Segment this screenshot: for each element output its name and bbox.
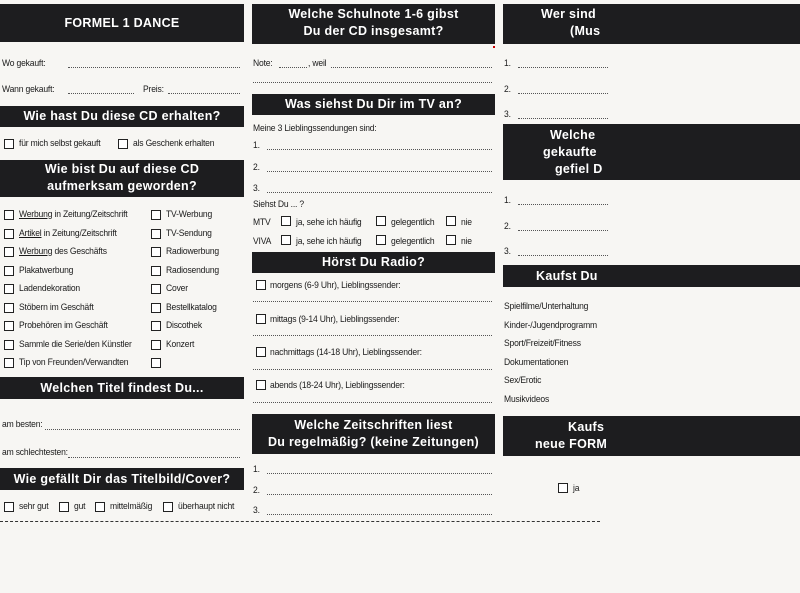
option-label: ja, sehe ich häufig — [296, 236, 362, 247]
source-option-label: Radiosendung — [166, 264, 219, 276]
wo-gekauft-line[interactable] — [68, 67, 240, 68]
header-line: Welche Schulnote 1-6 gibst — [288, 7, 459, 21]
option-label: überhaupt nicht — [178, 501, 235, 512]
tv-line-1[interactable] — [267, 149, 492, 150]
num-label: 1. — [253, 464, 260, 475]
source-option-label — [19, 302, 94, 313]
wo-gekauft-label: Wo gekauft: — [2, 58, 46, 69]
radio-header: Hörst Du Radio? — [252, 252, 495, 273]
lieblings-label: Meine 3 Lieblingssendungen sind: — [253, 123, 377, 134]
source-option-label — [19, 357, 128, 368]
genre-label: Sport/Freizeit/Fitness — [504, 338, 581, 349]
checkbox-source-right[interactable] — [151, 303, 161, 313]
tv-line-3[interactable] — [267, 192, 492, 193]
wer-line-2[interactable] — [518, 93, 608, 94]
checkbox-source-left[interactable] — [4, 340, 14, 350]
num-label: 3. — [253, 505, 260, 516]
header-line: neue FORM — [535, 437, 608, 451]
am-schlechtesten-label: am schlechtesten: — [2, 447, 68, 458]
header-line: Du regelmäßig? (keine Zeitungen) — [267, 435, 479, 449]
siehst-label: Siehst Du ... ? — [253, 199, 305, 210]
checkbox-sehr-gut[interactable] — [4, 502, 14, 512]
radio-option-label: nachmittags (14-18 Uhr), Lieblingssender: — [270, 347, 422, 358]
underlined-word: Werbung — [19, 246, 53, 257]
genre-label: Sex/Erotic — [504, 375, 542, 386]
option-text: des Geschäfts — [52, 246, 107, 257]
radio-line[interactable] — [253, 301, 492, 302]
erhalten-header: Wie hast Du diese CD erhalten? — [0, 106, 244, 127]
header-line: (Mus — [570, 24, 601, 38]
option-text: in Zeitung/Zeitschrift — [41, 227, 117, 239]
tv-header: Was siehst Du Dir im TV an? — [252, 94, 495, 115]
option-label: als Geschenk erhalten — [133, 138, 215, 149]
welche-line-2[interactable] — [518, 230, 608, 231]
num-label: 3. — [504, 246, 511, 257]
option-text: Probehören im Geschäft — [19, 320, 108, 331]
checkbox-nachmittags[interactable] — [256, 347, 266, 357]
checkbox-source-left[interactable] — [4, 358, 14, 368]
option-label: gelegentlich — [391, 236, 435, 247]
checkbox-source-left[interactable] — [4, 229, 14, 239]
weil-label: , weil — [308, 58, 327, 69]
genre-label: Musikvideos — [504, 393, 550, 405]
header-line: Wer sind — [541, 7, 596, 21]
titel-header: Welchen Titel findest Du... — [0, 377, 244, 399]
option-label: nie — [461, 236, 472, 247]
num-label: 1. — [504, 195, 511, 206]
checkbox-source-right[interactable] — [151, 266, 161, 276]
zeitschrift-line-1[interactable] — [267, 473, 492, 474]
preis-line[interactable] — [168, 93, 240, 94]
checkbox-source-left[interactable] — [4, 210, 14, 220]
checkbox-source-right[interactable] — [151, 247, 161, 257]
source-option-label: TV-Sendung — [166, 227, 212, 239]
radio-line[interactable] — [253, 402, 492, 403]
am-besten-line[interactable] — [45, 429, 240, 430]
checkbox-abends[interactable] — [256, 380, 266, 390]
header-line: Kaufs — [568, 420, 605, 434]
kaufst-header: Kaufst Du — [503, 265, 800, 287]
header-line: aufmerksam geworden? — [47, 179, 197, 193]
wer-line-3[interactable] — [518, 118, 608, 119]
source-option-label: Konzert — [166, 338, 195, 350]
checkbox-source-left[interactable] — [4, 303, 14, 313]
title-header: FORMEL 1 DANCE — [0, 4, 244, 42]
source-option-label: Cover — [166, 283, 188, 294]
checkbox-source-right[interactable] — [151, 284, 161, 294]
source-option-label: Discothek — [166, 320, 202, 331]
checkbox-source-right[interactable] — [151, 340, 161, 350]
genre-label: Dokumentationen — [504, 356, 569, 368]
viva-label: VIVA — [253, 236, 272, 247]
source-option-label — [19, 209, 128, 220]
option-label: für mich selbst gekauft — [19, 138, 101, 149]
checkbox-gut[interactable] — [59, 502, 69, 512]
am-schlechtesten-line[interactable] — [68, 457, 240, 458]
checkbox-ueberhaupt-nicht[interactable] — [163, 502, 173, 512]
option-label: sehr gut — [19, 501, 49, 512]
header-line: gekaufte — [543, 145, 597, 159]
underlined-word: Werbung — [19, 209, 53, 220]
option-text: Plakatwerbung — [19, 264, 74, 276]
radio-line[interactable] — [253, 369, 492, 370]
source-option-label: Radiowerbung — [166, 246, 219, 257]
num-label: 3. — [504, 109, 511, 120]
checkbox-source-right[interactable] — [151, 229, 161, 239]
source-option-label — [19, 246, 107, 257]
checkbox-source-left[interactable] — [4, 284, 14, 294]
wer-line-1[interactable] — [518, 67, 608, 68]
num-label: 2. — [253, 162, 260, 173]
kaufs-header — [503, 416, 800, 456]
tv-line-2[interactable] — [267, 171, 492, 172]
source-option-label — [19, 320, 108, 331]
option-text: Stöbern im Geschäft — [19, 301, 94, 313]
source-option-label — [19, 339, 132, 350]
checkbox-mittelmaessig[interactable] — [95, 502, 105, 512]
checkbox-source-right[interactable] — [151, 321, 161, 331]
radio-line[interactable] — [253, 335, 492, 336]
radio-option-label: mittags (9-14 Uhr), Lieblingssender: — [270, 314, 400, 325]
note-label: Note: — [253, 58, 273, 69]
am-besten-label: am besten: — [2, 419, 43, 430]
cut-line — [0, 521, 600, 522]
source-option-label — [19, 228, 117, 239]
note-line[interactable] — [279, 67, 307, 68]
welche-line-1[interactable] — [518, 204, 608, 205]
num-label: 1. — [253, 140, 260, 151]
num-label: 2. — [504, 84, 511, 95]
option-label: gut — [74, 501, 86, 512]
header-line: Du der CD insgesamt? — [303, 24, 444, 38]
checkbox-source-left[interactable] — [4, 266, 14, 276]
cover-header: Wie gefällt Dir das Titelbild/Cover? — [0, 468, 244, 490]
checkbox-viva-nie[interactable] — [446, 235, 456, 245]
wann-gekauft-line[interactable] — [68, 93, 134, 94]
schulnote-header — [252, 4, 495, 44]
underlined-word: Artikel — [19, 227, 42, 239]
checkbox-source-right[interactable] — [151, 358, 161, 368]
aufmerksam-header — [0, 160, 244, 197]
option-label: ja, sehe ich häufig — [296, 217, 362, 228]
checkbox-source-right[interactable] — [151, 210, 161, 220]
column-3 — [503, 0, 608, 593]
zeitschrift-line-3[interactable] — [267, 514, 492, 515]
num-label: 1. — [504, 58, 511, 69]
checkbox-source-left[interactable] — [4, 321, 14, 331]
preis-label: Preis: — [143, 84, 164, 95]
header-line: Welche Zeitschriften liest — [294, 418, 453, 432]
wer-header — [503, 4, 800, 44]
zeitschrift-line-2[interactable] — [267, 494, 492, 495]
checkbox-viva-gelegentlich[interactable] — [376, 235, 386, 245]
header-line: gefiel D — [555, 162, 603, 176]
weil-line[interactable] — [331, 67, 492, 68]
option-label: gelegentlich — [391, 217, 435, 228]
source-option-label: Bestellkatalog — [166, 301, 217, 313]
checkbox-mittags[interactable] — [256, 314, 266, 324]
header-line: Welche — [550, 128, 596, 142]
radio-option-label: morgens (6-9 Uhr), Lieblingssender: — [270, 280, 401, 291]
checkbox-morgens[interactable] — [256, 280, 266, 290]
option-text: Ladendekoration — [19, 283, 81, 294]
checkbox-mtv-nie[interactable] — [446, 216, 456, 226]
radio-option-label: abends (18-24 Uhr), Lieblingssender: — [270, 380, 405, 391]
option-text: in Zeitung/Zeitschrift — [52, 209, 128, 220]
weil-line-2[interactable] — [253, 82, 492, 83]
genre-label: Spielfilme/Unterhaltung — [504, 301, 589, 312]
num-label: 2. — [253, 485, 260, 496]
source-option-label — [19, 265, 73, 276]
ja-label: ja — [573, 483, 580, 494]
red-mark — [493, 46, 495, 48]
num-label: 2. — [504, 221, 511, 232]
zeitschriften-header — [252, 414, 495, 454]
welche-header — [503, 124, 800, 180]
checkbox-mtv-gelegentlich[interactable] — [376, 216, 386, 226]
num-label: 3. — [253, 183, 260, 194]
header-line: Wie bist Du auf diese CD — [44, 162, 200, 176]
checkbox-source-left[interactable] — [4, 247, 14, 257]
option-label: mittelmäßig — [110, 501, 153, 512]
source-option-label — [19, 283, 80, 294]
checkbox-geschenk[interactable] — [118, 139, 128, 149]
option-label: nie — [461, 217, 472, 228]
source-option-label: TV-Werbung — [166, 209, 213, 220]
checkbox-viva-haeufig[interactable] — [281, 235, 291, 245]
option-text: Tip von Freunden/Verwandten — [19, 357, 129, 368]
wann-gekauft-label: Wann gekauft: — [2, 84, 55, 95]
checkbox-selbst-gekauft[interactable] — [4, 139, 14, 149]
checkbox-mtv-haeufig[interactable] — [281, 216, 291, 226]
mtv-label: MTV — [253, 217, 271, 228]
genre-label: Kinder-/Jugendprogramm — [504, 319, 597, 331]
welche-line-3[interactable] — [518, 255, 608, 256]
option-text: Sammle die Serie/den Künstler — [19, 338, 132, 350]
checkbox-ja[interactable] — [558, 483, 568, 493]
